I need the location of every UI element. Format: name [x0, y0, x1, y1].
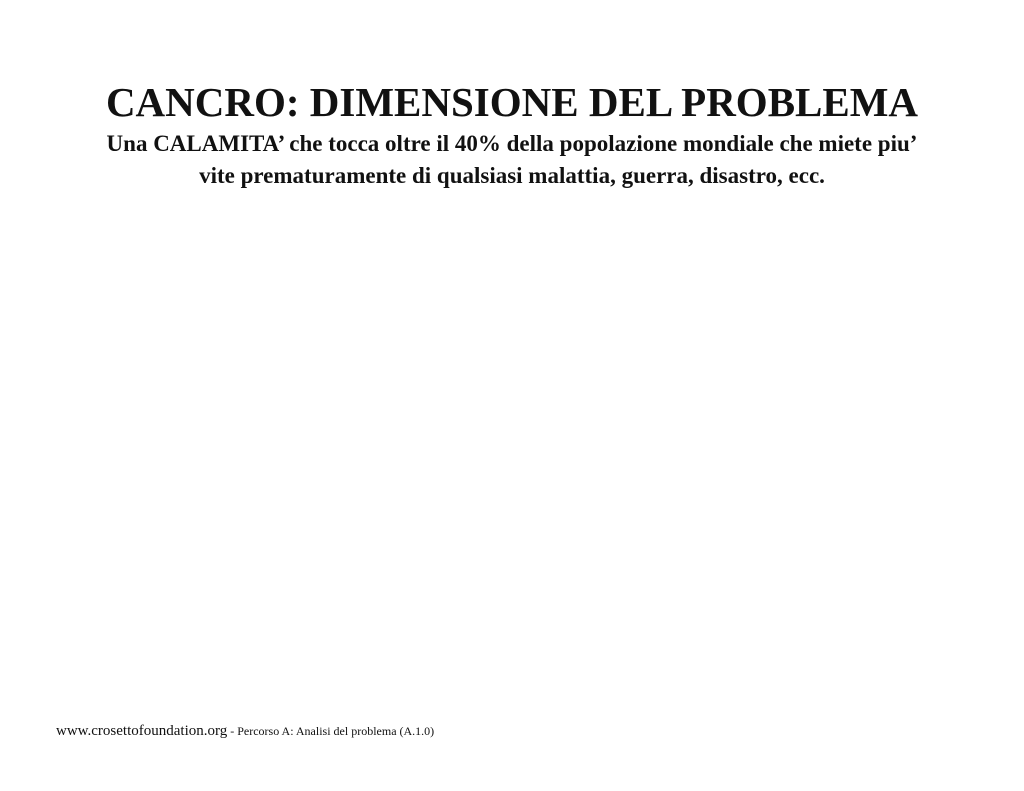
page-subtitle — [40, 128, 984, 192]
footer-course-label: Percorso A: Analisi del problema (A.1.0) — [237, 724, 435, 738]
page-footer — [56, 721, 434, 741]
footer-url: www.crosettofoundation.org — [56, 723, 228, 739]
subtitle-line-1: Una CALAMITA’ che tocca oltre il 40% della popolazione mondiale che miete piu’ — [106, 131, 918, 156]
page-title: CANCRO: DIMENSIONE DEL PROBLEMA — [105, 79, 919, 125]
footer-separator: - — [227, 724, 238, 738]
subtitle-line-2: vite prematuramente di qualsiasi malattia, guerra, disastro, ecc. — [199, 163, 825, 188]
